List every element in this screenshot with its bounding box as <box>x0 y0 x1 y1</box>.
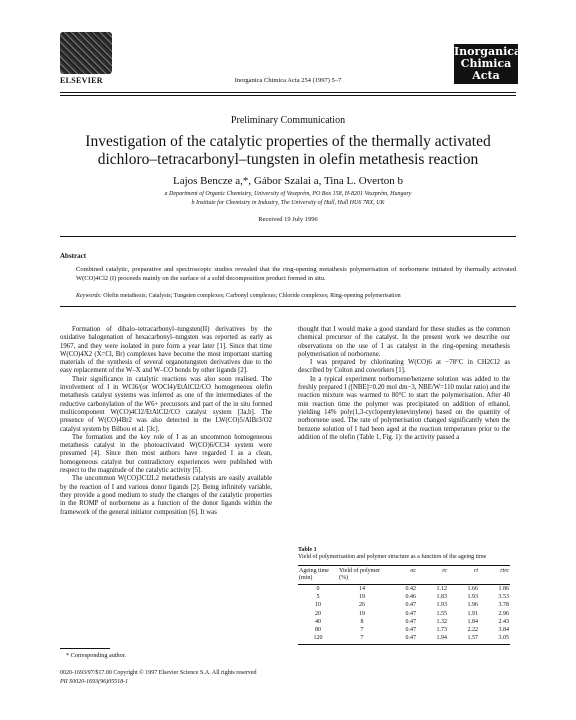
body-paragraph: Their significance in catalytic reactions was also soon realised. The involvement of I in WCl6/(or WOCl4)/EtAlCl2/CO homogeneous olefin metathesis catalyst systems was inferred as one of the intermediates of the reductive carbonylation of the W6+ precursors and part of the in situ formed multicomponent W(CO)4Cl2/EtAlCl2/CO catalyst system [3a,b]. The presence of W(CO)4Br2 was also detected in the LW(CO)5/AlBr3/O2 catalyst system by Bilhou et al. [3c]. <box>60 375 272 433</box>
table-cell: 0.47 <box>405 610 416 617</box>
keywords-list: Olefin metathesis; Catalysis; Tungsten complexes; Carbonyl complexes; Chloride complexes; Ring-opening polymerisation <box>103 293 401 299</box>
body-paragraph: In a typical experiment norbornene/benzene solution was added to the freshly prepared I ([NBE]=0.20 mol dm−3, NBE/W=110 molar ratio) and the reaction mixture was warmed to 80°C to start the polymerisation. After 40 min reaction time the polymer was precipitated on addition of ethanol, yielding 14% poly(1,3-cyclopentylenevinylene) based on the quantity of norbornene used. The rate of polymerisation changed significantly when the benzene solution of I had been aged at the reaction temperature prior to the addition of the olefin (Table 1, Fig. 1): the activity passed a <box>298 375 510 441</box>
table-header-cell: rc <box>417 566 448 585</box>
table-cell: 1.32 <box>436 618 447 625</box>
journal-logo-line-2: Chimica Acta <box>460 57 512 82</box>
abstract-text: Combined catalytic, preparative and spectroscopic studies revealed that the ring-opening metathesis polymerisation of norbornene initiated by thermally activated W(CO)4Cl2 (I) proceeds mainly on the surface of a solid decomposition product formed in situ. <box>76 266 516 282</box>
table-cell: 80 <box>315 627 321 634</box>
table-cell: 40 <box>315 618 321 625</box>
table-cell: 14 <box>359 586 365 592</box>
table-cell: 1.57 <box>448 634 479 645</box>
table-cell: 5 <box>316 594 320 601</box>
table-cell: 0 <box>316 586 320 592</box>
table-header-cell: Yield of polymer (%) <box>338 566 386 585</box>
table-cell: 1.86 <box>498 586 509 592</box>
table-cell: 0.47 <box>405 602 416 609</box>
affiliation-b: b Institute for Chemistry in Industry, The University of Hull, Hull HU6 7RX, UK <box>191 200 385 206</box>
data-table <box>298 565 510 645</box>
journal-logo <box>454 44 522 84</box>
table-label: Table 1 <box>298 547 317 553</box>
publisher-name: ELSEVIER <box>60 76 103 85</box>
table-cell: 1.91 <box>467 610 478 617</box>
table-cell: 19 <box>359 594 365 601</box>
header-rule-2 <box>60 95 516 96</box>
header-rule <box>60 92 516 93</box>
table-cell: 1.93 <box>436 602 447 609</box>
table-row <box>298 610 510 618</box>
table-cell: 3.78 <box>498 602 509 609</box>
keywords-label: Keywords: <box>76 293 102 299</box>
table-cell: 0.46 <box>405 594 416 601</box>
table-row <box>298 634 510 645</box>
table-cell: 0.42 <box>405 586 416 592</box>
table-header-cell: σc <box>386 566 417 585</box>
table-header-cell: rt <box>448 566 479 585</box>
table-cell: 1.66 <box>467 586 478 592</box>
table-cell: 2.43 <box>498 618 509 625</box>
abstract-bottom-rule <box>60 306 516 307</box>
article-title: Investigation of the catalytic properties of the thermally activated dichloro–tetracarbonyl–tungsten in olefin metathesis reaction <box>85 133 491 168</box>
journal-citation: Inorganica Chimica Acta 254 (1997) 5–7 <box>234 77 342 84</box>
table-cell: 26 <box>359 602 365 609</box>
table-cell: 0.47 <box>405 627 416 634</box>
authors: Lajos Bencze a,*, Gábor Szalai a, Tina L. Overton b <box>172 175 404 187</box>
body-paragraph: The uncommon W(CO)3Cl2L2 metathesis catalysts are easily available by the reaction of I and various donor ligands [2]. Being infinitely variable, they provide a good medium to study the changes of the catalytic properties in the ROMP of norbornene as a function of the donor ligands within the framework of the general initiator composition [6]. It was <box>60 475 272 516</box>
body-paragraph: I was prepared by chlorinating W(CO)6 at −78°C in CH2Cl2 as described by Colton and coworkers [1]. <box>298 359 510 375</box>
table-row <box>298 618 510 626</box>
copyright-line: 0020-1693/97/$17.00 Copyright © 1997 Elsevier Science S.A. All rights reserved <box>60 670 257 676</box>
body-left-column <box>60 326 272 517</box>
table-header-cell: Ageing time (min) <box>298 566 338 585</box>
footnote: * Corresponding author. <box>66 652 126 659</box>
table-row <box>298 593 510 601</box>
table-header-row <box>298 566 510 585</box>
table-cell: 2.22 <box>467 627 478 634</box>
abstract-heading: Abstract <box>60 252 87 260</box>
table-cell: 3.05 <box>479 634 510 645</box>
journal-logo-line-1: Inorganica <box>454 45 522 58</box>
table-cell: 1.55 <box>436 610 447 617</box>
table-row <box>298 626 510 634</box>
table-cell: 120 <box>298 634 338 645</box>
table-cell: 10 <box>315 602 321 609</box>
table-cell: 1.84 <box>467 618 478 625</box>
table-cell: 3.53 <box>498 594 509 601</box>
table-cell: 0.47 <box>386 634 417 645</box>
table-cell: 7 <box>338 634 386 645</box>
affiliation-a: a Department of Organic Chemistry, University of Veszprém, PO Box 158, H-8201 Veszprém, Hungary <box>164 191 412 197</box>
section-type: Preliminary Communication <box>230 115 346 126</box>
received-date: Received 19 July 1996 <box>258 216 318 223</box>
footnote-rule <box>60 648 110 649</box>
elsevier-tree-logo-icon <box>60 32 112 74</box>
table-caption: Yield of polymerisation and polymer structure as a function of the ageing time <box>298 554 487 560</box>
body-paragraph: Formation of dihalo–tetracarbonyl–tungsten(II) derivatives by the oxidative halogenation of hexacarbonyl–tungsten was reported as early as 1967, and they were isolated in pure form a year later [1]. Since that time W(CO)4X2 (X=Cl, Br) complexes have become the most important starting materials of the synthesis of several organotungsten derivatives due to the easy replacement of the W–X and W–CO bonds by other ligands [2]. <box>60 326 272 375</box>
pii-line: PII S0020-1693(96)05518-1 <box>60 679 129 685</box>
body-paragraph: The formation and the key role of I as an uncommon homogeneous metathesis catalyst in the photoactivated W(CO)6/CCl4 system were presumed [4]. Since then most authors have regarded I as a clean, homogeneous catalyst but contradictory experiences were published with respect to the magnitude of the catalytic activity [5]. <box>60 433 272 475</box>
table-cell: 1.96 <box>467 602 478 609</box>
table-row <box>298 601 510 609</box>
table-cell: 0.47 <box>405 618 416 625</box>
table-cell: 8 <box>360 618 364 625</box>
table-cell: 20 <box>315 610 321 617</box>
table-cell: 7 <box>360 627 364 634</box>
keywords <box>76 293 516 299</box>
table-1 <box>298 547 510 645</box>
table-cell: 19 <box>359 610 365 617</box>
table-cell: 1.12 <box>436 586 447 592</box>
abstract-top-rule <box>60 236 516 237</box>
table-cell: 1.73 <box>436 627 447 634</box>
table-cell: 1.83 <box>436 594 447 601</box>
table-row <box>298 585 510 594</box>
body-right-column <box>298 326 510 442</box>
table-cell: 1.93 <box>467 594 478 601</box>
table-header-cell: rtrc <box>479 566 510 585</box>
table-cell: 1.94 <box>417 634 448 645</box>
body-paragraph: thought that I would make a good standard for these studies as the common chemical precursor of the catalyst. In the present work we describe our observations on the use of I as catalyst in the ring-opening metathesis polymerisation of norbornene. <box>298 326 510 358</box>
table-cell: 3.84 <box>498 627 509 634</box>
table-cell: 2.96 <box>498 610 509 617</box>
